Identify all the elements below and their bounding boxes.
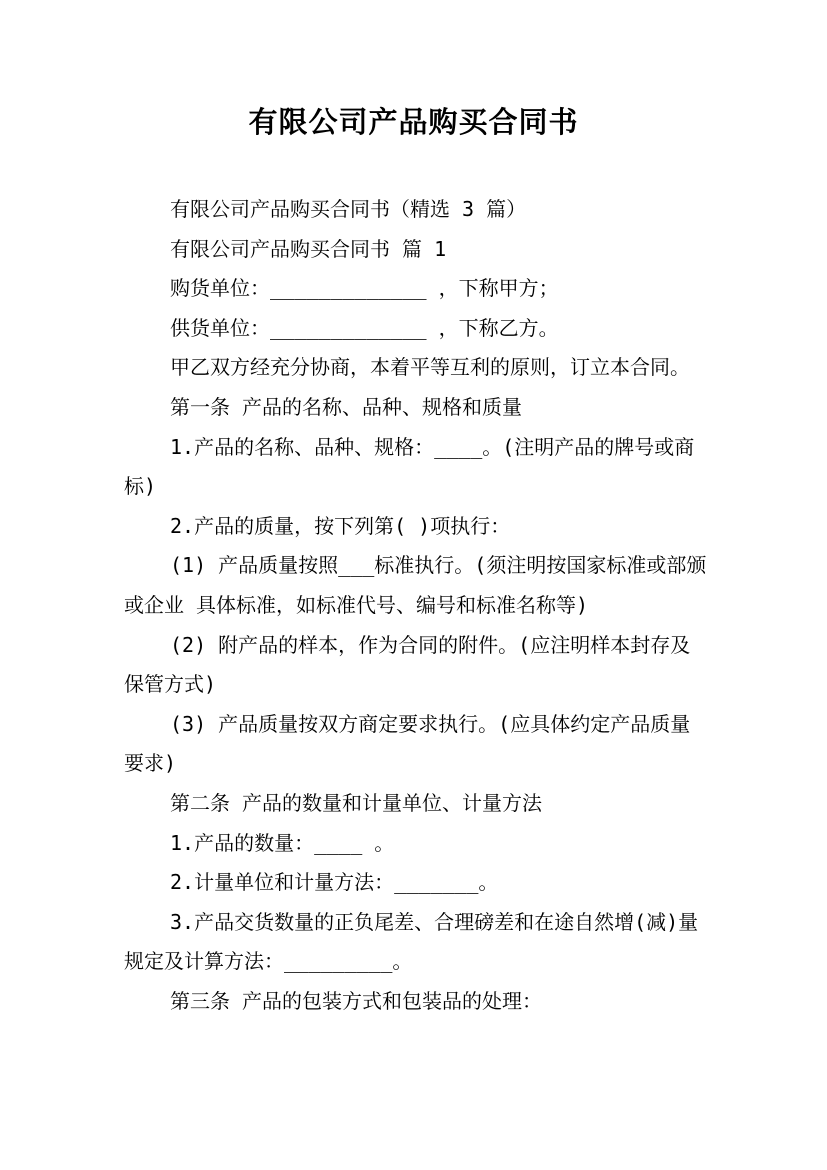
document-body — [124, 190, 708, 1021]
article-1-item-1: 1.产品的名称、品种、规格：____。(注明产品的牌号或商标) — [124, 434, 695, 499]
article-1-item-2: 2.产品的质量，按下列第( )项执行： — [170, 513, 511, 538]
paragraph-buyer: 购货单位：_____________ ，下称甲方； — [170, 276, 559, 301]
paragraph-part-heading: 有限公司产品购买合同书 篇 1 — [170, 236, 447, 261]
article-2-item-1: 1.产品的数量：____ 。 — [170, 830, 395, 855]
paragraph-agreement-intro: 甲乙双方经充分协商，本着平等互利的原则，订立本合同。 — [170, 355, 690, 380]
article-1-option-3: (3) 产品质量按双方商定要求执行。(应具体约定产品质量要求) — [124, 711, 691, 776]
article-1-heading: 第一条 产品的名称、品种、规格和质量 — [170, 394, 523, 419]
paragraph-collection-heading: 有限公司产品购买合同书（精选 3 篇） — [170, 197, 527, 221]
article-2-heading: 第二条 产品的数量和计量单位、计量方法 — [170, 790, 543, 815]
article-1-option-2: (2) 附产品的样本，作为合同的附件。(应注明样本封存及保管方式) — [124, 632, 691, 697]
document-title: 有限公司产品购买合同书 — [248, 105, 579, 139]
article-1-option-1: (1) 产品质量按照___标准执行。(须注明按国家标准或部颁或企业 具体标准，如标准代号、编号和标准名称等) — [124, 553, 707, 617]
article-2-item-2: 2.计量单位和计量方法：_______。 — [170, 870, 499, 895]
article-2-item-3: 3.产品交货数量的正负尾差、合理磅差和在途自然增(减)量规定及计算方法：_________。 — [124, 909, 699, 974]
article-3-heading: 第三条 产品的包装方式和包装品的处理： — [170, 988, 543, 1013]
paragraph-supplier: 供货单位：_____________ ，下称乙方。 — [170, 315, 559, 340]
